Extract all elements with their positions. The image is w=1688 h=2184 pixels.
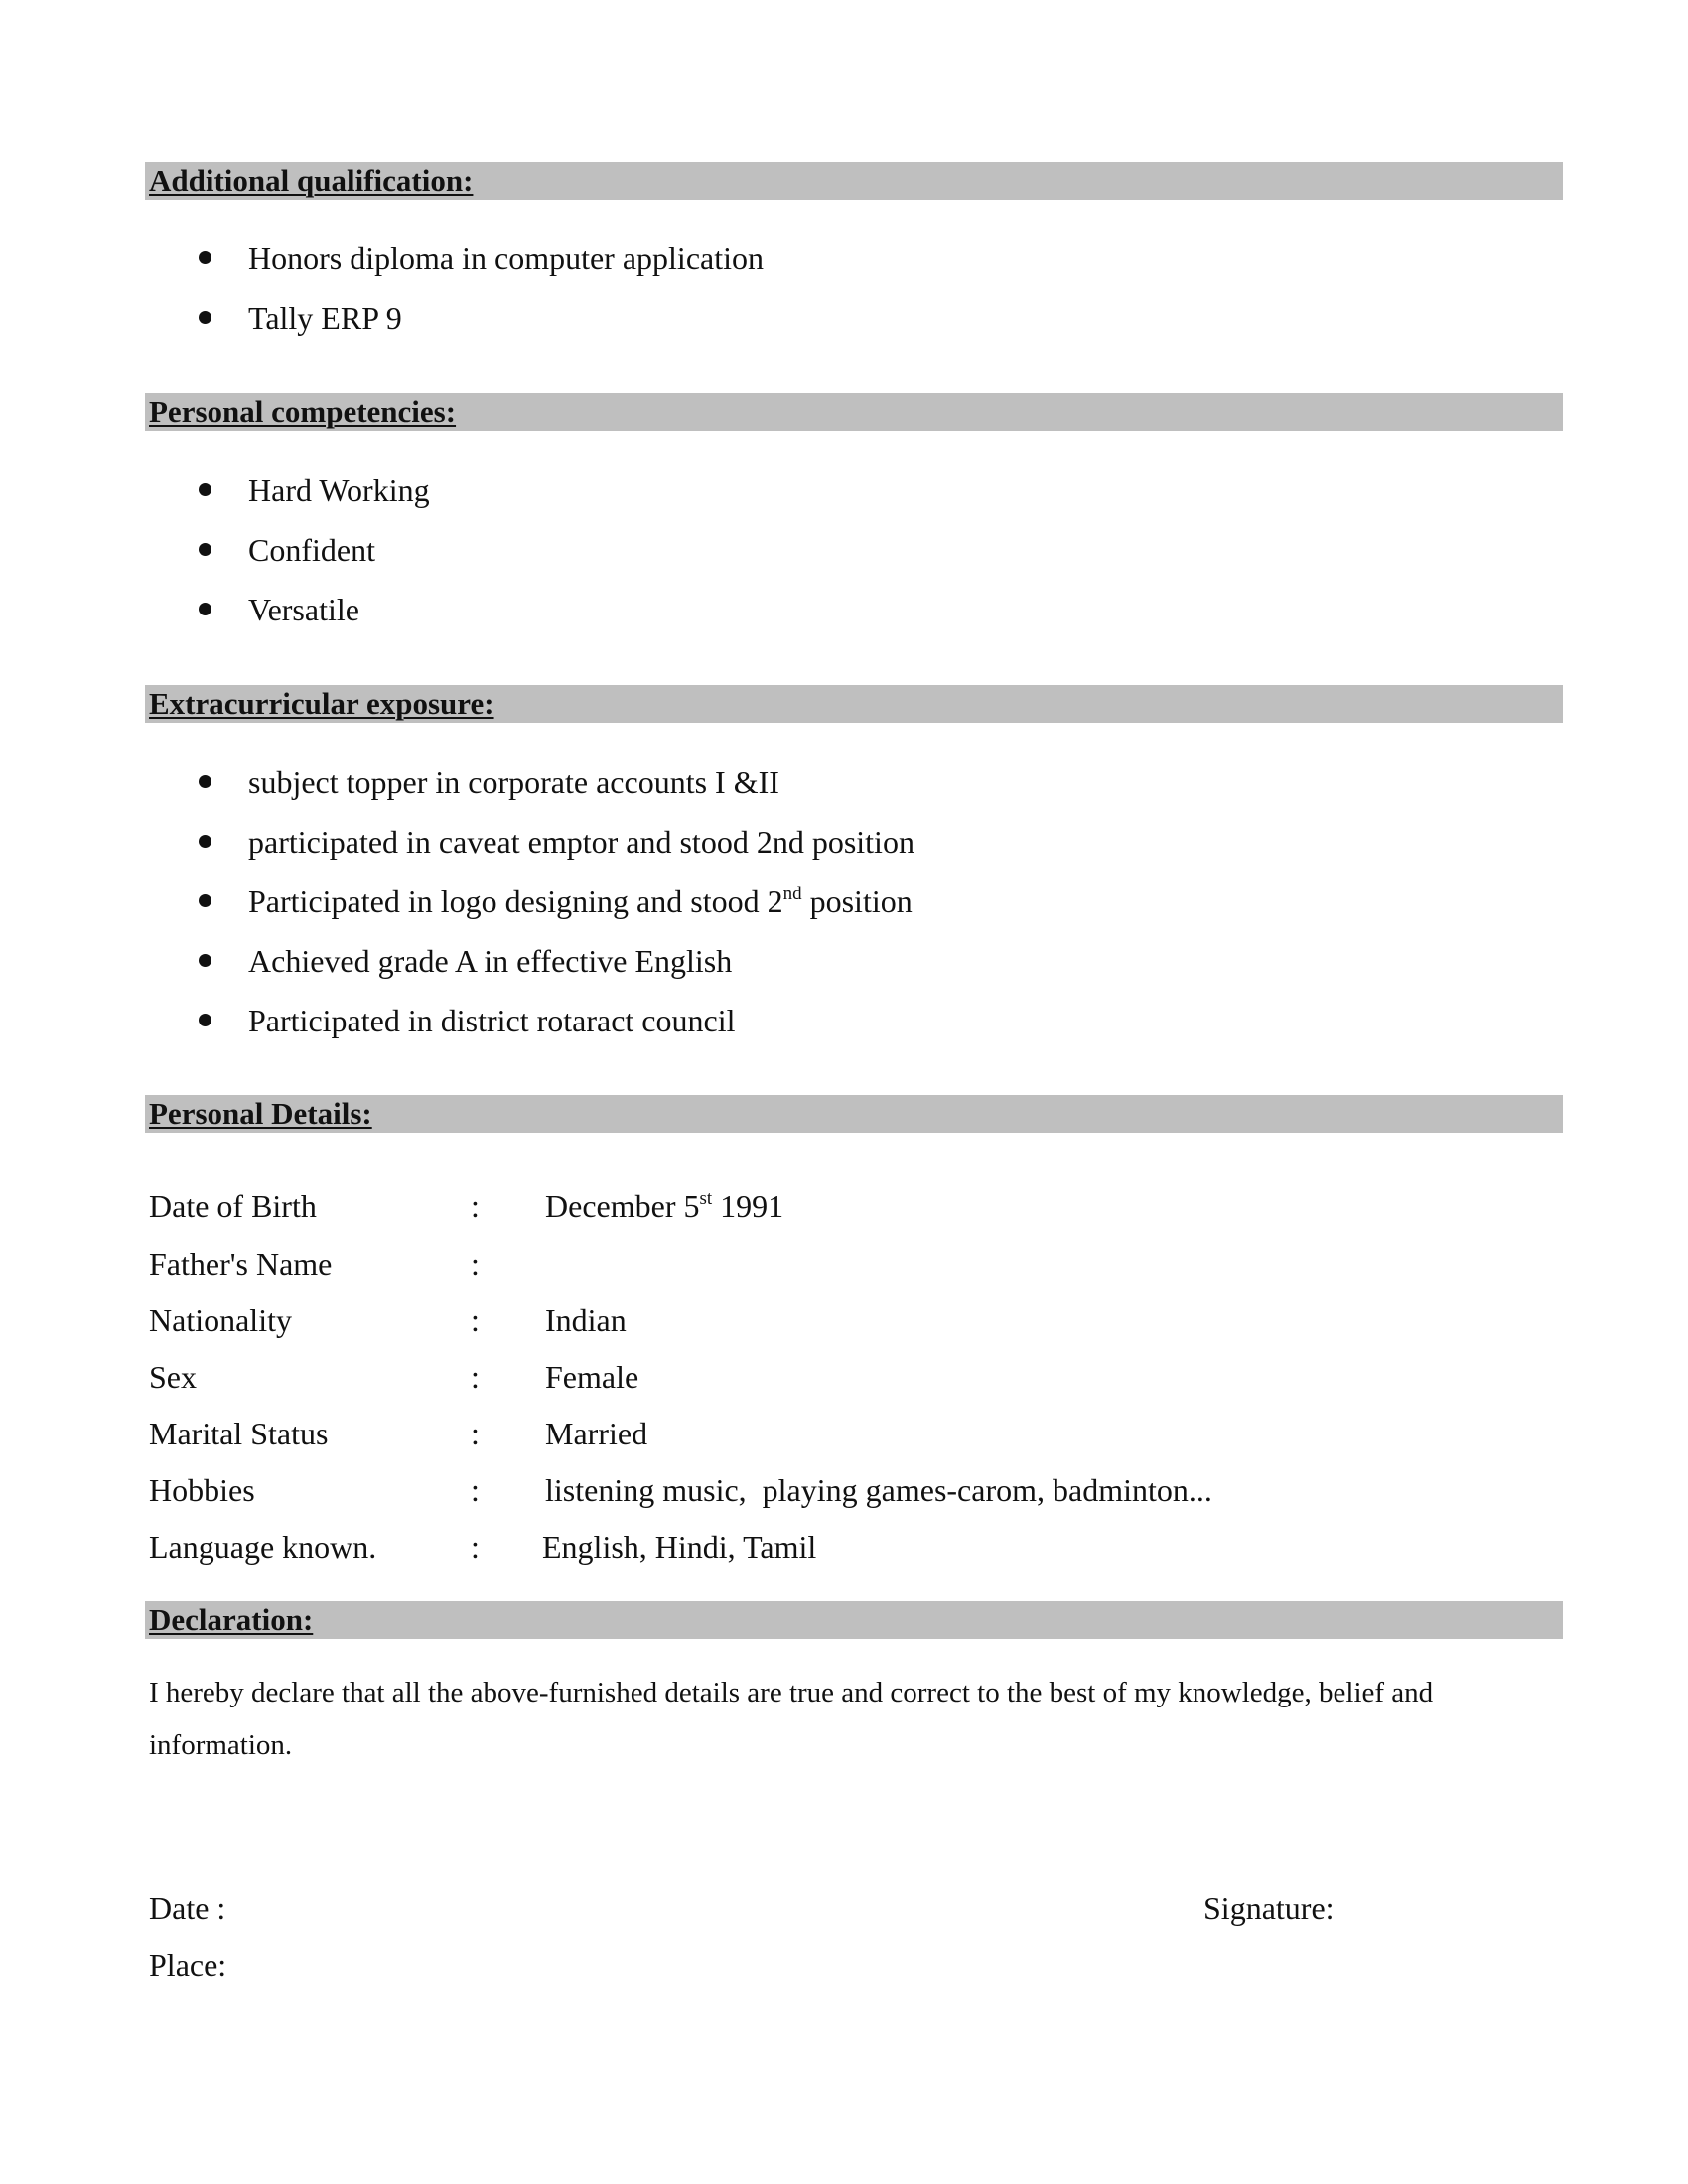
list-item: Confident xyxy=(248,532,375,568)
list-item xyxy=(248,883,913,926)
ordinal-superscript: nd xyxy=(782,884,802,904)
section-title: Extracurricular exposure: xyxy=(149,686,494,721)
list-item: Achieved grade A in effective English xyxy=(248,943,733,979)
detail-label-nationality: Nationality xyxy=(149,1302,292,1338)
detail-colon: : xyxy=(471,1246,480,1282)
list-item: Participated in district rotaract council xyxy=(248,1003,736,1038)
list-item: Honors diploma in computer application xyxy=(248,240,764,276)
signature-label: Signature: xyxy=(1203,1890,1335,1926)
detail-label-marital-status: Marital Status xyxy=(149,1416,329,1451)
section-header-declaration xyxy=(145,1601,1563,1639)
dob-year: 1991 xyxy=(712,1188,784,1224)
detail-value-nationality: Indian xyxy=(545,1302,627,1338)
detail-value-hobbies: listening music, playing games-carom, badminton... xyxy=(545,1472,1212,1508)
section-header-additional-qualification xyxy=(145,162,1563,200)
list-item: subject topper in corporate accounts I &II xyxy=(248,764,779,800)
detail-value-dob xyxy=(545,1187,783,1231)
list-item: participated in caveat emptor and stood 2nd position xyxy=(248,824,914,860)
ordinal-superscript: st xyxy=(699,1188,713,1209)
section-title: Personal competencies: xyxy=(149,394,457,429)
section-header-extracurricular xyxy=(145,685,1563,723)
detail-label-languages: Language known. xyxy=(149,1529,377,1565)
bullet-icon xyxy=(199,894,211,907)
date-label: Date : xyxy=(149,1890,226,1926)
bullet-icon xyxy=(199,835,211,848)
section-title: Personal Details: xyxy=(149,1096,372,1131)
detail-colon: : xyxy=(471,1302,480,1338)
detail-label-hobbies: Hobbies xyxy=(149,1472,255,1508)
section-title: Declaration: xyxy=(149,1602,314,1637)
detail-value-sex: Female xyxy=(545,1359,639,1395)
list-item: Tally ERP 9 xyxy=(248,300,402,336)
detail-colon: : xyxy=(471,1359,480,1395)
list-item: Hard Working xyxy=(248,473,430,508)
detail-value-languages: English, Hindi, Tamil xyxy=(542,1529,817,1565)
bullet-icon xyxy=(199,775,211,788)
list-item: Versatile xyxy=(248,592,359,627)
declaration-text: I hereby declare that all the above-furnished details are true and correct to the best of my knowledge, belief and information. xyxy=(149,1677,1434,1761)
bullet-icon xyxy=(199,603,211,615)
bullet-icon xyxy=(199,251,211,264)
place-label: Place: xyxy=(149,1947,227,1982)
bullet-icon xyxy=(199,1014,211,1026)
detail-colon: : xyxy=(471,1416,480,1451)
dob-text: December 5 xyxy=(545,1188,700,1224)
detail-label-dob: Date of Birth xyxy=(149,1188,317,1224)
section-title: Additional qualification: xyxy=(149,163,474,198)
bullet-icon xyxy=(199,954,211,967)
bullet-icon xyxy=(199,483,211,496)
detail-label-father: Father's Name xyxy=(149,1246,333,1282)
detail-colon: : xyxy=(471,1188,480,1224)
detail-colon: : xyxy=(471,1472,480,1508)
detail-colon: : xyxy=(471,1529,480,1565)
section-header-personal-competencies xyxy=(145,393,1563,431)
detail-label-sex: Sex xyxy=(149,1359,197,1395)
list-item-text: Participated in logo designing and stood 2 xyxy=(248,884,783,919)
list-item-text-rest: position xyxy=(801,884,913,919)
bullet-icon xyxy=(199,543,211,556)
section-header-personal-details xyxy=(145,1095,1563,1133)
bullet-icon xyxy=(199,311,211,324)
detail-value-marital-status: Married xyxy=(545,1416,648,1451)
